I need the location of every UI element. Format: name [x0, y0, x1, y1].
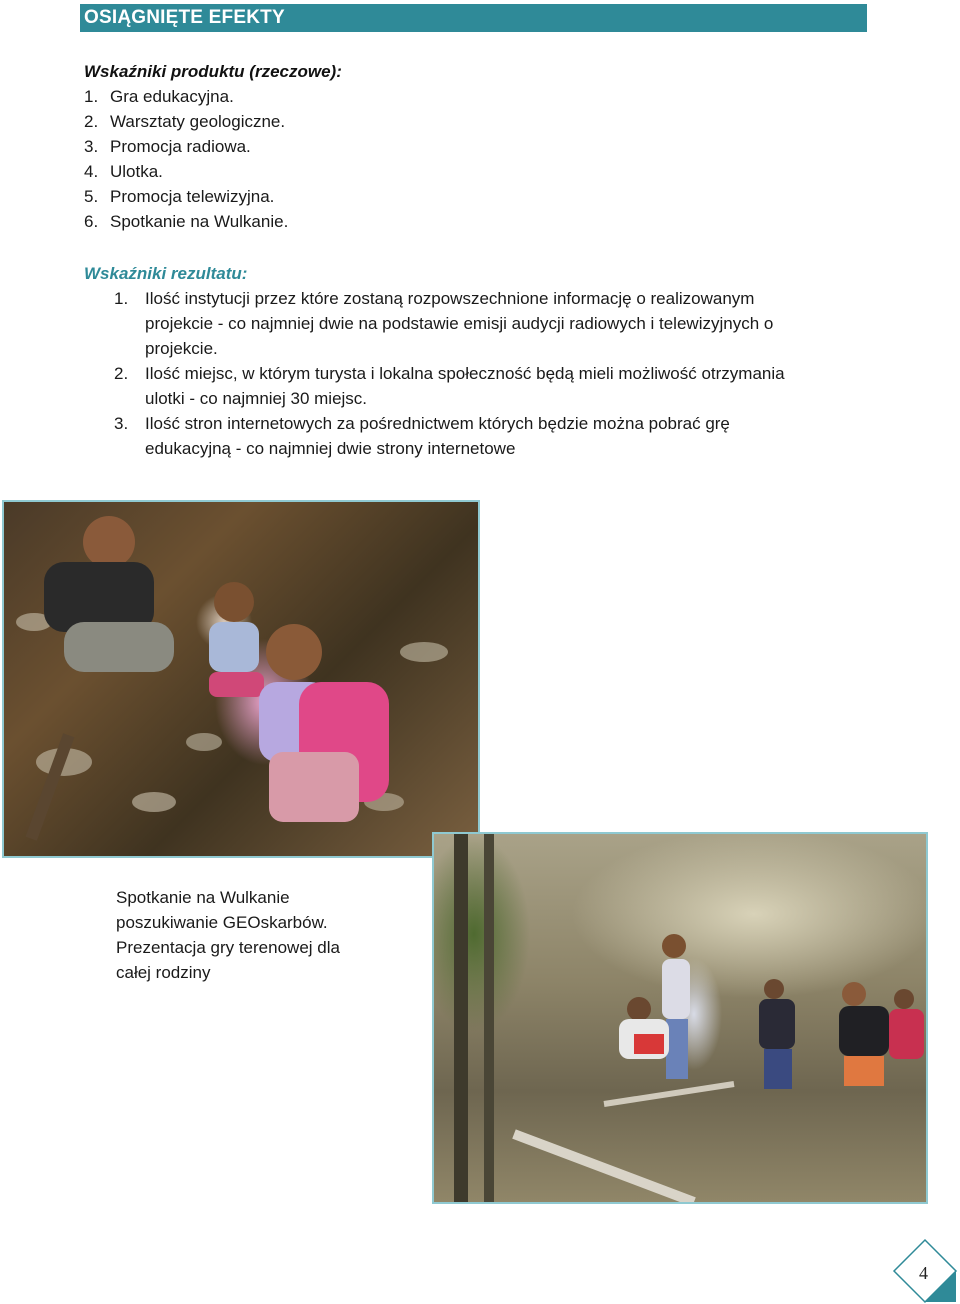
- list-item-line: Ilość instytucji przez które zostaną rozpowszechnione informację o realizowanym: [145, 289, 755, 308]
- list-item: Gra edukacyjna.: [110, 87, 234, 106]
- caption-line: całej rodziny: [116, 963, 211, 982]
- list-item-number: 2.: [84, 112, 99, 131]
- list-item-line: projekcie.: [145, 339, 218, 358]
- list-item-number: 2.: [114, 364, 129, 383]
- list-item-number: 1.: [114, 289, 129, 308]
- list-item: Promocja telewizyjna.: [110, 187, 275, 206]
- photo-group-on-slope: [432, 832, 928, 1204]
- list-item-number: 3.: [84, 137, 99, 156]
- list-item-number: 5.: [84, 187, 99, 206]
- photo-children-illustration: [4, 502, 478, 856]
- page-number: 4: [919, 1263, 928, 1283]
- list-item-line: Ilość stron internetowych za pośrednictwem których będzie można pobrać grę: [145, 414, 730, 433]
- list-item: Warsztaty geologiczne.: [110, 112, 286, 131]
- list-item: Promocja radiowa.: [110, 137, 251, 156]
- list-item-line: Ilość miejsc, w którym turysta i lokalna społeczność będą mieli możliwość otrzymania: [145, 364, 785, 383]
- list-item-line: edukacyjną - co najmniej dwie strony internetowe: [145, 439, 516, 458]
- photo-children-searching: [2, 500, 480, 858]
- product-indicators-heading: Wskaźniki produktu (rzeczowe):: [84, 62, 342, 81]
- list-item-line: ulotki - co najmniej 30 miejsc.: [145, 389, 368, 408]
- section-title: OSIĄGNIĘTE EFEKTY: [84, 7, 285, 28]
- section-header-bar: [80, 4, 867, 32]
- caption-line: poszukiwanie GEOskarbów.: [116, 913, 328, 932]
- list-item-number: 4.: [84, 162, 99, 181]
- caption-line: Spotkanie na Wulkanie: [116, 888, 290, 907]
- caption-line: Prezentacja gry terenowej dla: [116, 938, 340, 957]
- list-item-number: 1.: [84, 87, 99, 106]
- list-item-number: 3.: [114, 414, 129, 433]
- list-item: Ulotka.: [110, 162, 163, 181]
- list-item-line: projekcie - co najmniej dwie na podstawie emisji audycji radiowych i telewizyjnych o: [145, 314, 774, 333]
- result-indicators-heading: Wskaźniki rezultatu:: [84, 264, 248, 283]
- list-item-number: 6.: [84, 212, 99, 231]
- photo-group-illustration: [434, 834, 926, 1202]
- list-item: Spotkanie na Wulkanie.: [110, 212, 289, 231]
